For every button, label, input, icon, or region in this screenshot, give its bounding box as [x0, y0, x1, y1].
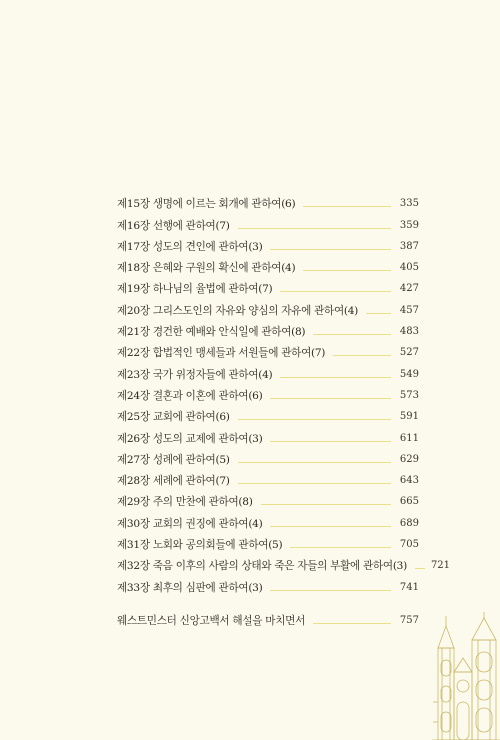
toc-page-number: 689	[399, 517, 419, 529]
toc-entry-title: 제31장 노회와 공의회들에 관하여(5)	[117, 539, 283, 552]
toc-row[interactable]	[117, 254, 419, 275]
closing-entry	[117, 606, 419, 628]
toc-page-number: 335	[399, 198, 419, 210]
toc-entry-title: 제28장 세례에 관하여(7)	[117, 475, 230, 488]
toc-page-number: 457	[399, 304, 419, 316]
toc-page-number: 359	[399, 219, 419, 231]
leader-line	[270, 249, 391, 250]
toc-entry-title: 제25장 교회에 관하여(6)	[117, 411, 230, 424]
toc-page-number: 721	[430, 560, 451, 572]
leader-line	[303, 270, 391, 271]
leader-line	[270, 526, 391, 527]
leader-line	[238, 419, 391, 420]
leader-line	[333, 355, 391, 356]
toc-page-number: 757	[399, 615, 419, 626]
toc-page-number: 483	[399, 326, 419, 338]
toc-entry-title: 제16장 선행에 관하여(7)	[117, 219, 230, 232]
leader-line	[261, 504, 391, 505]
toc-row[interactable]	[117, 318, 419, 339]
toc-page-number: 405	[399, 262, 419, 274]
leader-line	[366, 313, 391, 314]
leader-line	[280, 377, 391, 378]
toc-page-number: 549	[399, 368, 419, 380]
toc-entry-title: 제18장 은혜와 구원의 확신에 관하여(4)	[117, 262, 296, 275]
toc-entry-title: 제24장 결혼과 이혼에 관하여(6)	[117, 389, 263, 402]
toc-row-final[interactable]	[117, 606, 419, 628]
toc-row[interactable]	[117, 531, 419, 552]
toc-entry-title: 제26장 성도의 교제에 관하여(3)	[117, 432, 263, 445]
toc-page-number: 741	[399, 581, 419, 593]
leader-line	[290, 547, 391, 548]
toc-row[interactable]	[117, 190, 419, 211]
toc-page-number: 705	[399, 539, 419, 551]
toc-page-number: 427	[399, 283, 419, 295]
toc-page-number: 643	[399, 475, 419, 487]
toc-entry-title: 제17장 성도의 견인에 관하여(3)	[117, 240, 263, 253]
toc-row[interactable]	[117, 296, 419, 317]
cathedral-illustration	[432, 612, 500, 740]
leader-line	[270, 441, 391, 442]
toc-row[interactable]	[117, 509, 419, 530]
toc-entry-title: 제29장 주의 만찬에 관하여(8)	[117, 496, 253, 509]
toc-row[interactable]	[117, 382, 419, 403]
leader-line	[280, 291, 391, 292]
toc-row[interactable]	[117, 552, 451, 573]
toc-row[interactable]	[117, 467, 419, 488]
toc-entry-title: 제20장 그리스도인의 자유와 양심의 자유에 관하여(4)	[117, 304, 358, 317]
toc-row[interactable]	[117, 446, 419, 467]
toc-page-number: 387	[399, 240, 419, 252]
leader-line	[313, 334, 391, 335]
toc-page-number: 527	[399, 347, 419, 359]
table-of-contents	[117, 190, 451, 595]
toc-entry-title: 제19장 하나님의 율법에 관하여(7)	[117, 283, 273, 296]
leader-line	[270, 590, 391, 591]
leader-line	[313, 623, 391, 624]
toc-entry-title: 제33장 최후의 심판에 관하여(3)	[117, 581, 263, 594]
toc-page-number: 611	[399, 432, 419, 444]
toc-row[interactable]	[117, 275, 419, 296]
toc-page-number: 665	[399, 496, 419, 508]
leader-line	[415, 568, 425, 569]
leader-line	[238, 483, 391, 484]
toc-row[interactable]	[117, 488, 419, 509]
toc-page-number: 591	[399, 411, 419, 423]
leader-line	[270, 398, 391, 399]
toc-page-number: 573	[399, 389, 419, 401]
toc-entry-title: 제23장 국가 위정자들에 관하여(4)	[117, 368, 273, 381]
toc-row[interactable]	[117, 339, 419, 360]
toc-row[interactable]	[117, 403, 419, 424]
toc-row[interactable]	[117, 233, 419, 254]
toc-entry-title: 제32장 죽음 이후의 사람의 상태와 죽은 자들의 부활에 관하여(3)	[117, 560, 407, 573]
toc-row[interactable]	[117, 211, 419, 232]
toc-entry-title: 제21장 경건한 예배와 안식일에 관하여(8)	[117, 326, 306, 339]
toc-row[interactable]	[117, 573, 419, 594]
toc-row[interactable]	[117, 424, 419, 445]
toc-page-number: 629	[399, 453, 419, 465]
toc-entry-title: 제27장 성례에 관하여(5)	[117, 453, 230, 466]
toc-entry-title: 제15장 생명에 이르는 회개에 관하여(6)	[117, 198, 296, 211]
leader-line	[238, 462, 391, 463]
leader-line	[238, 228, 391, 229]
toc-entry-title: 제30장 교회의 권징에 관하여(4)	[117, 517, 263, 530]
toc-entry-title: 제22장 합법적인 맹세들과 서원들에 관하여(7)	[117, 347, 326, 360]
leader-line	[303, 206, 391, 207]
toc-entry-title: 웨스트민스터 신앙고백서 해설을 마치면서	[117, 615, 306, 627]
toc-row[interactable]	[117, 360, 419, 381]
